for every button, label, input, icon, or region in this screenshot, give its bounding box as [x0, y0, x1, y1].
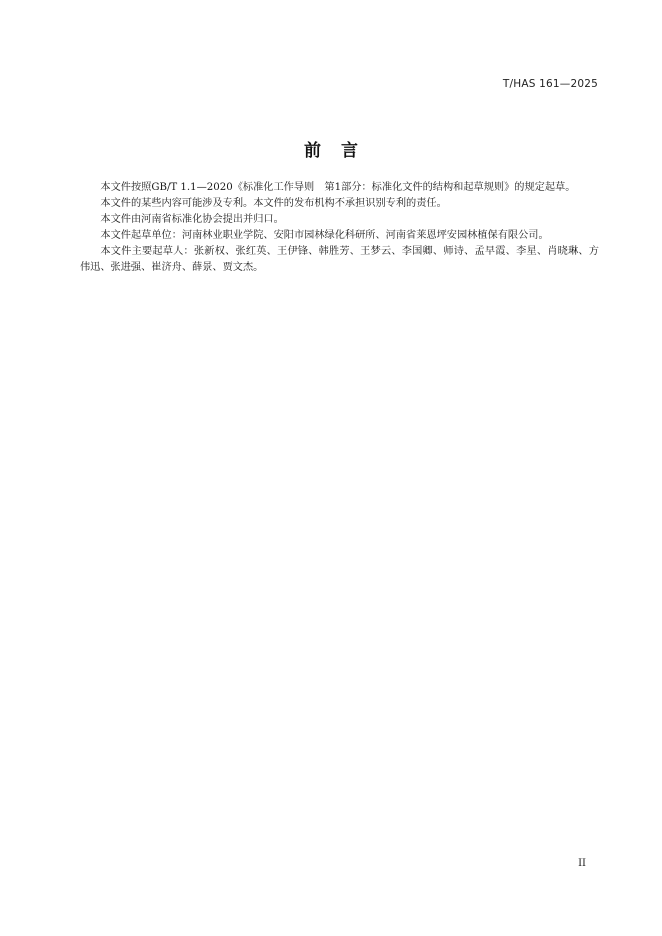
paragraph-proposer: 本文件由河南省标准化协会提出并归口。: [100, 214, 284, 225]
page-number: II: [578, 858, 586, 869]
document-code: T/HAS 161—2025: [502, 78, 598, 90]
foreword-body: [80, 180, 599, 276]
paragraph-drafting-units: 本文件起草单位：河南林业职业学院、安阳市园林绿化科研所、河南省莱恩坪安园林植保有限公司。: [100, 230, 549, 241]
page-title: 前言: [304, 141, 378, 161]
paragraph-patent-notice: 本文件的某些内容可能涉及专利。本文件的发布机构不承担识别专利的责任。: [100, 198, 447, 209]
paragraph-drafting-rules: 本文件按照GB/T 1.1—2020《标准化工作导则 第1部分：标准化文件的结构和起草规则》的规定起草。: [100, 182, 576, 193]
paragraph-drafters: 本文件主要起草人：张新权、张红英、王伊锋、韩胜芳、王梦云、李国卿、师诗、孟早霞、李星、肖晓琳、方伟迅、张进强、崔济舟、薛景、贾文杰。: [80, 246, 599, 273]
